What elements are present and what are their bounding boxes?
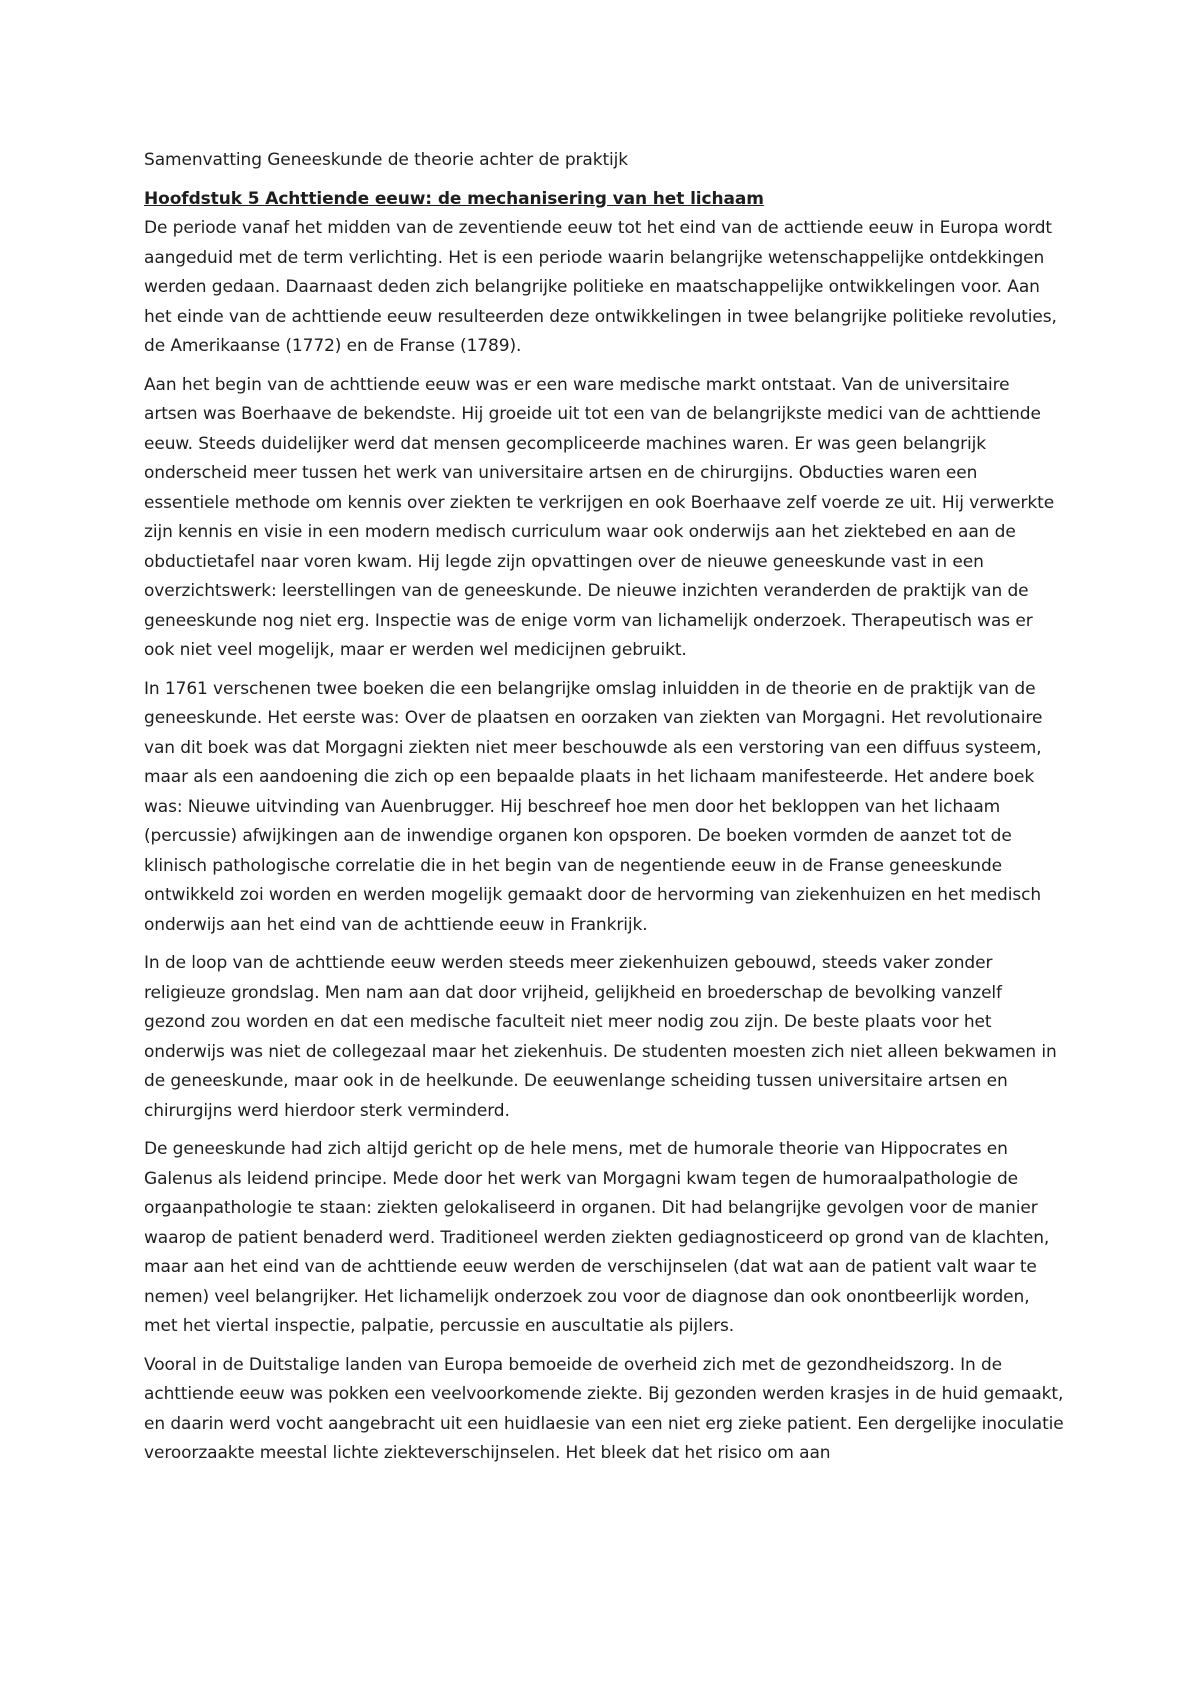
paragraph-1: De periode vanaf het midden van de zeventiende eeuw tot het eind van de acttiende eeuw in Europa wordt aangeduid met de term verlichting. Het is een periode waarin belangrijke wetenschappelijke ontdekkingen werden gedaan. Daarnaast deden zich belangrijke politieke en maatschappelijke ontwikkelingen voor. Aan het einde van de achttiende eeuw resulteerden deze ontwikkelingen in twee belangrijke politieke revoluties, de Amerikaanse (1772) en de Franse (1789).: [144, 218, 1057, 356]
document-page: [144, 146, 1064, 1478]
chapter-heading: Hoofdstuk 5 Achttiende eeuw: de mechanisering van het lichaam: [144, 188, 764, 209]
paragraph-4: In de loop van de achttiende eeuw werden steeds meer ziekenhuizen gebouwd, steeds vaker zonder religieuze grondslag. Men nam aan dat door vrijheid, gelijkheid en broederschap de bevolking vanzelf gezond zou worden en dat een medische faculteit niet meer nodig zou zijn. De beste plaats voor het onderwijs was niet de collegezaal maar het ziekenhuis. De studenten moesten zich niet alleen bekwamen in de geneeskunde, maar ook in de heelkunde. De eeuwenlange scheiding tussen universitaire artsen en chirurgijns werd hierdoor sterk verminderd.: [144, 953, 1057, 1121]
paragraph-3: In 1761 verschenen twee boeken die een belangrijke omslag inluidden in de theorie en de praktijk van de geneeskunde. Het eerste was: Over de plaatsen en oorzaken van ziekten van Morgagni. Het revolutionaire van dit boek was dat Morgagni ziekten niet meer beschouwde als een verstoring van een diffuus systeem, maar als een aandoening die zich op een bepaalde plaats in het lichaam manifesteerde. Het andere boek was: Nieuwe uitvinding van Auenbrugger. Hij beschreef hoe men door het bekloppen van het lichaam (percussie) afwijkingen aan de inwendige organen kon opsporen. De boeken vormden de aanzet tot de klinisch pathologische correlatie die in het begin van de negentiende eeuw in de Franse geneeskunde ontwikkeld zoi worden en werden mogelijk gemaakt door de hervorming van ziekenhuizen en het medisch onderwijs aan het eind van de achttiende eeuw in Frankrijk.: [144, 678, 1043, 935]
paragraph-6: Vooral in de Duitstalige landen van Europa bemoeide de overheid zich met de gezondheidszorg. In de achttiende eeuw was pokken een veelvoorkomende ziekte. Bij gezonden werden krasjes in de huid gemaakt, en daarin werd vocht aangebracht uit een huidlaesie van een niet erg zieke patient. Een dergelijke inoculatie veroorzaakte meestal lichte ziekteverschijnselen. Het bleek dat het risico om aan: [144, 1354, 1064, 1463]
paragraph-2: Aan het begin van de achttiende eeuw was er een ware medische markt ontstaat. Van de universitaire artsen was Boerhaave de bekendste. Hij groeide uit tot een van de belangrijkste medici van de achttiende eeuw. Steeds duidelijker werd dat mensen gecompliceerde machines waren. Er was geen belangrijk onderscheid meer tussen het werk van universitaire artsen en de chirurgijns. Obducties waren een essentiele methode om kennis over ziekten te verkrijgen en ook Boerhaave zelf voerde ze uit. Hij verwerkte zijn kennis en visie in een modern medisch curriculum waar ook onderwijs aan het ziektebed en aan de obductietafel naar voren kwam. Hij legde zijn opvattingen over de nieuwe geneeskunde vast in een overzichtswerk: leerstellingen van de geneeskunde. De nieuwe inzichten veranderden de praktijk van de geneeskunde nog niet erg. Inspectie was de enige vorm van lichamelijk onderzoek. Therapeutisch was er ook niet veel mogelijk, maar er werden wel medicijnen gebruikt.: [144, 374, 1055, 660]
paragraph-5: De geneeskunde had zich altijd gericht op de hele mens, met de humorale theorie van Hippocrates en Galenus als leidend principe. Mede door het werk van Morgagni kwam tegen de humoraalpathologie de orgaanpathologie te staan: ziekten gelokaliseerd in organen. Dit had belangrijke gevolgen voor de manier waarop de patient benaderd werd. Traditioneel werden ziekten gediagnosticeerd op grond van de klachten, maar aan het eind van de achttiende eeuw werden de verschijnselen (dat wat aan de patient valt waar te nemen) veel belangrijker. Het lichamelijk onderzoek zou voor de diagnose dan ook onontbeerlijk worden, met het viertal inspectie, palpatie, percussie en auscultatie als pijlers.: [144, 1139, 1050, 1336]
document-title: Samenvatting Geneeskunde de theorie achter de praktijk: [144, 150, 629, 170]
